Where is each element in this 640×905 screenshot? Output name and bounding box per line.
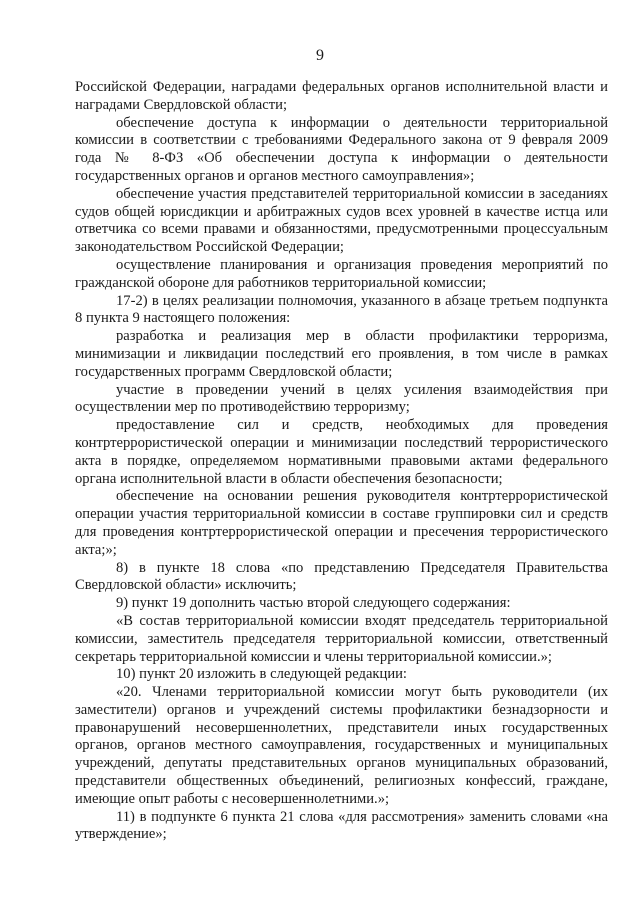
paragraph: участие в проведении учений в целях усиления взаимодействия при осуществлении мер по противодействию терроризму; xyxy=(75,381,608,416)
paragraph: «20. Членами территориальной комиссии могут быть руководители (их заместители) органов и учреждений системы профилактики безнадзорности и правонарушений несовершеннолетних, представители иных государственных органов, органов местного самоуправления, государственных и муниципальных учреждений, депутаты представительных органов муниципальных образований, представители общественных объединений, религиозных конфессий, граждане, имеющие опыт работы с несовершеннолетними.»; xyxy=(75,684,608,807)
paragraph: осуществление планирования и организация проведения мероприятий по гражданской обороне для работников территориальной комиссии; xyxy=(75,256,608,291)
paragraph: разработка и реализация мер в области профилактики терроризма, минимизации и ликвидации последствий его проявления, в том числе в рамках государственных программ Свердловской области; xyxy=(75,328,608,380)
paragraph: 8) в пункте 18 слова «по представлению Председателя Правительства Свердловской области» исключить; xyxy=(75,559,608,594)
page-number: 9 xyxy=(316,47,324,64)
paragraph: 11) в подпункте 6 пункта 21 слова «для рассмотрения» заменить словами «на утверждение»; xyxy=(75,808,608,843)
paragraph: обеспечение участия представителей территориальной комиссии в заседаниях судов общей юрисдикции и арбитражных судов всех уровней в качестве истца или ответчика со всеми правами и обязанностями, предусмотренными процессуальным законодательством Российской Федерации; xyxy=(75,185,608,256)
paragraph: предоставление сил и средств, необходимых для проведения контртеррористической операции и минимизации последствий террористического акта в порядке, определяемом нормативными правовыми актами федерального органа исполнительной власти в области обеспечения безопасности; xyxy=(75,417,608,487)
paragraph: 9) пункт 19 дополнить частью второй следующего содержания: xyxy=(116,595,511,612)
paragraph: 10) пункт 20 изложить в следующей редакции: xyxy=(116,666,407,683)
paragraph: «В состав территориальной комиссии входят председатель территориальной комиссии, заместитель председателя территориальной комиссии, ответственный секретарь территориальной комиссии и члены территориальной комиссии.»; xyxy=(75,612,608,665)
paragraph: Российской Федерации, наградами федеральных органов исполнительной власти и наградами Свердловской области; xyxy=(75,79,608,113)
paragraph: 17-2) в целях реализации полномочия, указанного в абзаце третьем подпункта 8 пункта 9 настоящего положения: xyxy=(75,292,608,327)
paragraph: обеспечение на основании решения руководителя контртеррористической операции участия территориальной комиссии в составе группировки сил и средств для проведения контртеррористической операции и пресечения террористического акта;»; xyxy=(75,488,608,558)
document-body xyxy=(75,79,608,844)
paragraph: обеспечение доступа к информации о деятельности территориальной комиссии в соответствии с требованиями Федерального закона от 9 февраля 2009 года № 8-ФЗ «Об обеспечении доступа к информации о деятельности государственных органов и органов местного самоуправления»; xyxy=(75,114,608,184)
